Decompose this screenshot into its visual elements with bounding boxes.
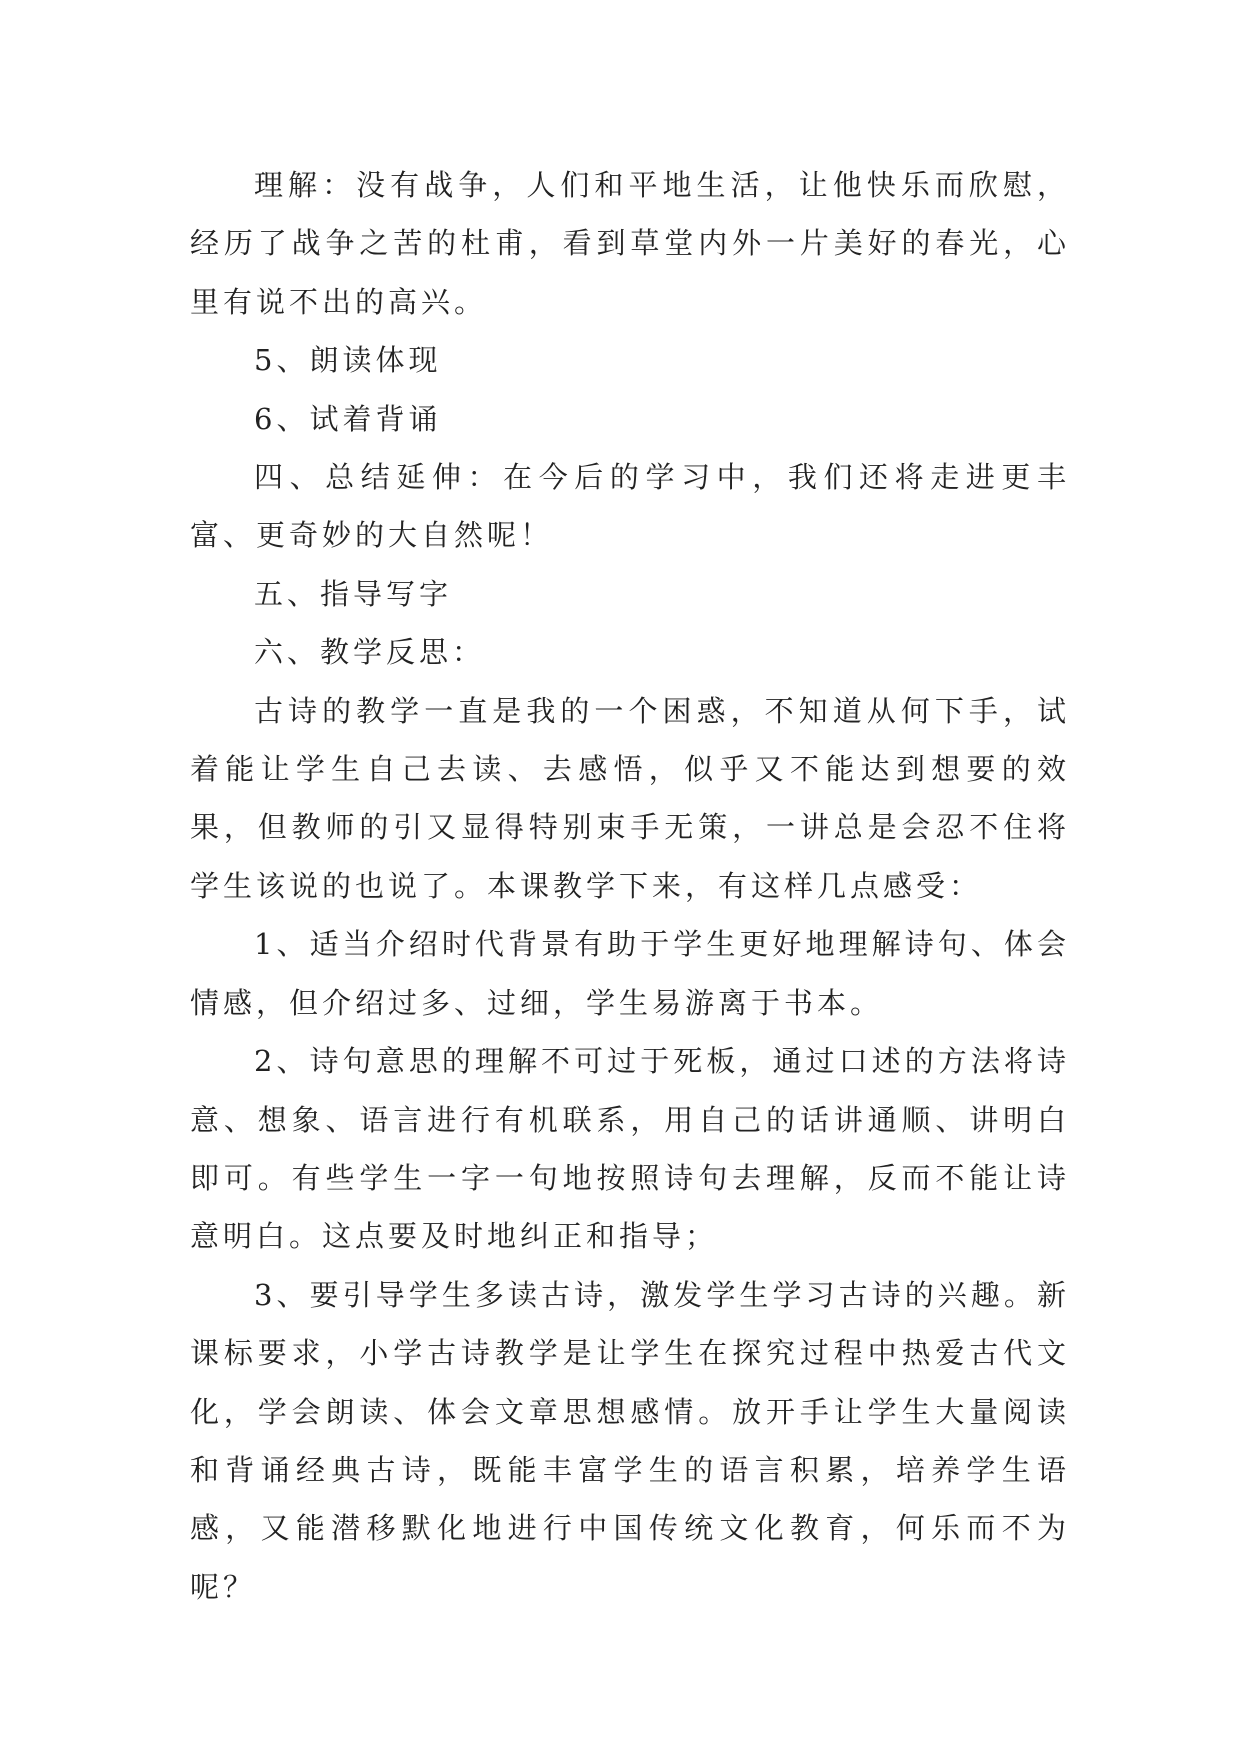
paragraph-summary: 四、总结延伸：在今后的学习中，我们还将走进更丰富、更奇妙的大自然呢！ bbox=[190, 460, 1070, 553]
paragraph-understanding: 理解：没有战争，人们和平地生活，让他快乐而欣慰，经历了战争之苦的杜甫，看到草堂内外一片美好的春光，心里有说不出的高兴。 bbox=[190, 168, 1070, 319]
document-body bbox=[190, 156, 1070, 1616]
paragraph-step-5: 5、朗读体现 bbox=[254, 343, 442, 378]
paragraph-point-3: 3、要引导学生多读古诗，激发学生学习古诗的兴趣。新课标要求，小学古诗教学是让学生在探究过程中热爱古代文化，学会朗读、体会文章思想感情。放开手让学生大量阅读和背诵经典古诗，既能丰富学生的语言积累，培养学生语感，又能潜移默化地进行中国传统文化教育，何乐而不为呢？ bbox=[190, 1277, 1070, 1604]
paragraph-writing-guide: 五、指导写字 bbox=[254, 576, 453, 611]
paragraph-point-2: 2、诗句意思的理解不可过于死板，通过口述的方法将诗意、想象、语言进行有机联系，用自己的话讲通顺、讲明白即可。有些学生一字一句地按照诗句去理解，反而不能让诗意明白。这点要及时地纠正和指导； bbox=[190, 1044, 1070, 1254]
paragraph-reflection-heading: 六、教学反思： bbox=[254, 635, 486, 670]
paragraph-reflection-intro: 古诗的教学一直是我的一个困惑，不知道从何下手，试着能让学生自己去读、去感悟，似乎又不能达到想要的效果，但教师的引又显得特别束手无策，一讲总是会忍不住将学生该说的也说了。本课教学下来，有这样几点感受： bbox=[190, 693, 1070, 903]
paragraph-point-1: 1、适当介绍时代背景有助于学生更好地理解诗句、体会情感，但介绍过多、过细，学生易游离于书本。 bbox=[190, 927, 1070, 1020]
paragraph-step-6: 6、试着背诵 bbox=[254, 401, 442, 436]
